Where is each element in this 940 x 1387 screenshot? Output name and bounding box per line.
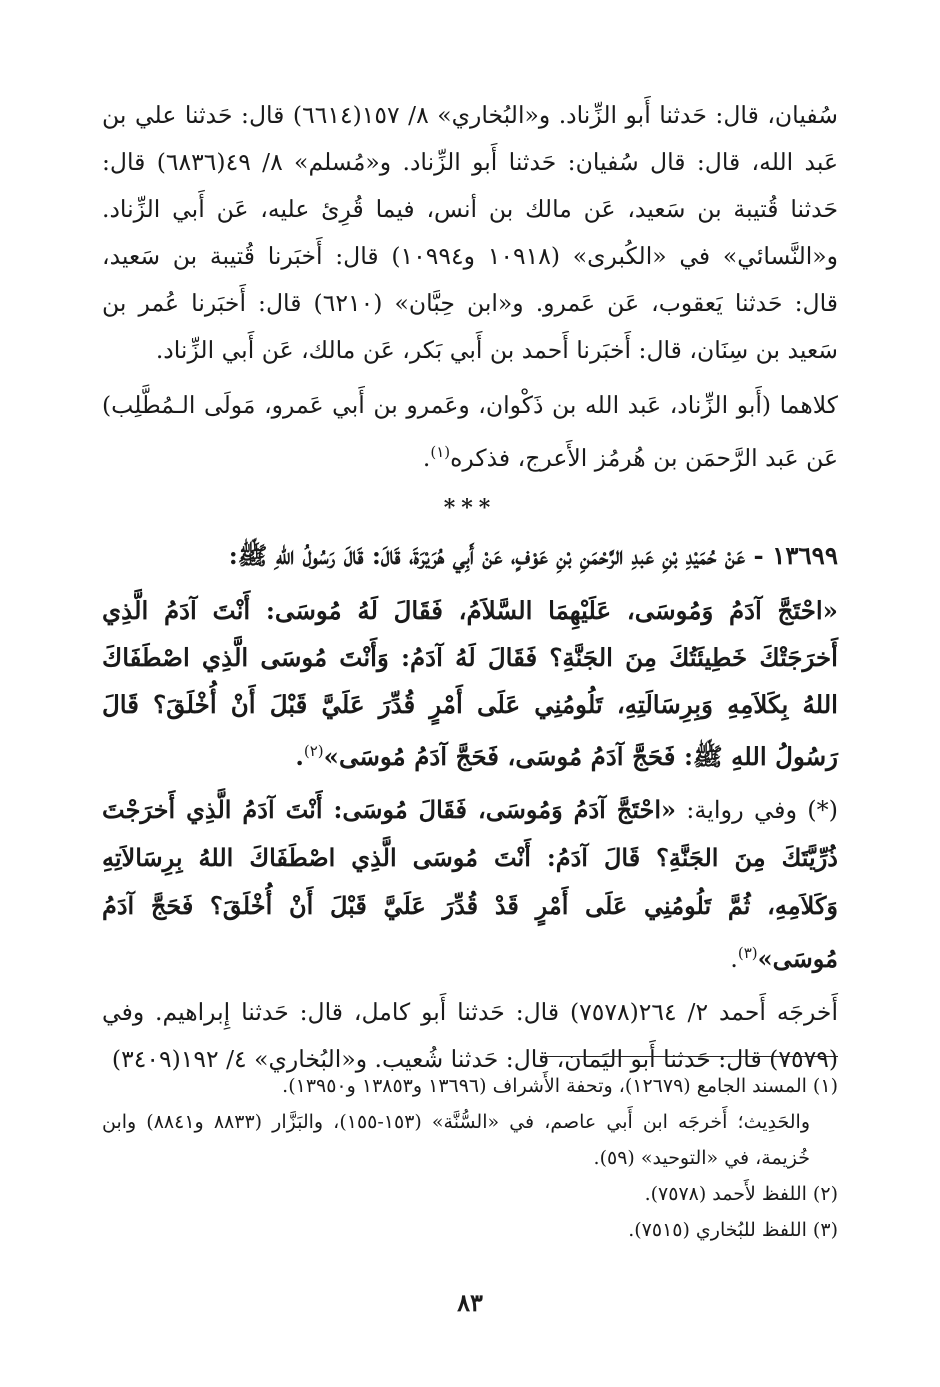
isnad-summary-text: كلاهما (أَبو الزِّناد، عَبد الله بن ذَكْوان، وعَمرو بن أَبي عَمرو، مَولَى الـمُطَّلِب) عَن عَبد الرَّحمَن بن هُرمُز الأَعرج، فذكره	[102, 391, 838, 472]
footnote-3: (٣) اللفظ للبُخاري (٧٥١٥).	[628, 1219, 838, 1241]
alternate-narration-text: «احْتَجَّ آدَمُ وَمُوسَى، فَقَالَ مُوسَى: أَنْتَ آدَمُ الَّذِي أَخرَجْتَ ذُرِّيَّتَكَ مِنَ الجَنَّةِ؟ قَالَ آدَمُ: أَنْتَ مُوسَى الَّذِي اصْطَفَاكَ اللهُ بِرِسَالاَتِهِ وَكَلاَمِهِ، ثُمَّ تَلُومُنِي عَلَى أَمْرٍ قَدْ قُدِّرَ عَلَيَّ قَبْلَ أَنْ أُخْلَقَ؟ فَحَجَّ آدَمُ مُوسَى»	[102, 794, 838, 973]
footnote-divider	[540, 1056, 838, 1057]
section-separator: ***	[443, 494, 497, 521]
footnote-ref-2[interactable]: (٢)	[303, 741, 324, 760]
hadith-text-body: «احْتَجَّ آدَمُ وَمُوسَى، عَلَيْهِمَا السَّلاَمُ، فَقَالَ لَهُ مُوسَى: أَنْتَ آدَمُ الَّذِي أَخرَجَتْكَ خَطِيئَتُكَ مِنَ الجَنَّةِ؟ فَقَالَ لَهُ آدَمُ: وَأَنْتَ مُوسَى الَّذِي اصْطَفَاكَ اللهُ بِكَلاَمِهِ وَبِرِسَالَتِهِ، تَلُومُنِي عَلَى أَمْرٍ قُدِّرَ عَلَيَّ قَبْلَ أَنْ أُخْلَقَ؟ قَالَ رَسُولُ اللهِ ﷺ: فَحَجَّ آدَمُ مُوسَى، فَحَجَّ آدَمُ مُوسَى»	[102, 595, 838, 771]
alternate-narration: (*) وفي رواية: «احْتَجَّ آدَمُ وَمُوسَى، فَقَالَ مُوسَى: أَنْتَ آدَمُ الَّذِي أَخرَجْتَ ذُرِّيَّتَكَ مِنَ الجَنَّةِ؟ قَالَ آدَمُ: أَنْتَ مُوسَى الَّذِي اصْطَفَاكَ اللهُ بِرِسَالاَتِهِ وَكَلاَمِهِ، ثُمَّ تَلُومُنِي عَلَى أَمْرٍ قَدْ قُدِّرَ عَلَيَّ قَبْلَ أَنْ أُخْلَقَ؟ فَحَجَّ آدَمُ مُوسَى»$^{(٣)}$.	[102, 794, 838, 973]
takhrij-paragraph-continued: سُفيان، قال: حَدثنا أَبو الزِّناد. و«البُخاري» ٨/ ١٥٧(٦٦١٤) قال: حَدثنا علي بن عَبد الله، قال: قال سُفيان: حَدثنا أَبو الزِّناد. و«مُسلم» ٨/ ٤٩(٦٨٣٦) قال: حَدثنا قُتيبة بن سَعيد، عَن مالك بن أنس، فيما قُرِئ عليه، عَن أَبي الزِّناد. و«النَّسائي» في «الكُبرى» (١٠٩١٨ و١٠٩٩٤) قال: أَخبَرنا قُتيبة بن سَعيد، قال: حَدثنا يَعقوب، عَن عَمرو. و«ابن حِبَّان» (٦٢١٠) قال: أَخبَرنا عُمر بن سَعيد بن سِنَان، قال: أَخبَرنا أَحمد بن أَبي بَكر، عَن مالك، عَن أَبي الزِّناد.	[102, 101, 839, 364]
footnote-1-continued: والحَدِيث؛ أَخرجَه ابن أَبي عاصم، في «السُّنَّة» (١٥٣-١٥٥)، والبَزَّار (٨٨٣٣ و٨٨٤١) وابن خُزيمة، في «التوحيد» (٥٩).	[102, 1111, 810, 1169]
page-number: ٨٣	[457, 1288, 483, 1317]
isnad-summary-paragraph: كلاهما (أَبو الزِّناد، عَبد الله بن ذَكْوان، وعَمرو بن أَبي عَمرو، مَولَى الـمُطَّلِب) عَن عَبد الرَّحمَن بن هُرمُز الأَعرج، فذكره$^{(١)}$.	[102, 391, 838, 472]
takhrij-paragraph: أَخرجَه أَحمد ٢/ ٢٦٤(٧٥٧٨) قال: حَدثنا أَبو كامل، قال: حَدثنا إِبراهيم. وفي (٧٥٧٩) قال: حَدثنا أَبو اليَمان، قال: حَدثنا شُعيب. و«البُخاري» ٤/ ١٩٢(٣٤٠٩)	[102, 997, 838, 1073]
hadith-text: «احْتَجَّ آدَمُ وَمُوسَى، عَلَيْهِمَا السَّلاَمُ، فَقَالَ لَهُ مُوسَى: أَنْتَ آدَمُ الَّذِي أَخرَجَتْكَ خَطِيئَتُكَ مِنَ الجَنَّةِ؟ فَقَالَ لَهُ آدَمُ: وَأَنْتَ مُوسَى الَّذِي اصْطَفَاكَ اللهُ بِكَلاَمِهِ وَبِرِسَالَتِهِ، تَلُومُنِي عَلَى أَمْرٍ قُدِّرَ عَلَيَّ قَبْلَ أَنْ أُخْلَقَ؟ قَالَ رَسُولُ اللهِ ﷺ: فَحَجَّ آدَمُ مُوسَى، فَحَجَّ آدَمُ مُوسَى»$^{(٢)}$.	[102, 595, 838, 771]
hadith-heading: ١٣٦٩٩ - عَنْ حُمَيْدِ بْنِ عَبدِ الرَّحْمَنِ بْنِ عَوْفٍ، عَنْ أَبِي هُرَيْرَةَ، قَالَ: قَالَ رَسُولُ اللهِ ﷺ:	[228, 540, 838, 570]
alternate-narration-prefix: (*) وفي رواية:	[676, 795, 838, 824]
footnote-1: (١) المسند الجامع (١٢٦٧٩)، وتحفة الأَشراف (١٣٦٩٦ و١٣٨٥٣ و١٣٩٥٠).	[282, 1075, 838, 1097]
footnote-2: (٢) اللفظ لأَحمد (٧٥٧٨).	[644, 1183, 838, 1205]
footnote-ref-3[interactable]: (٣)	[737, 943, 758, 962]
main-text	[102, 92, 838, 1083]
footnote-ref-1[interactable]: (١)	[430, 443, 451, 461]
footnotes	[102, 1068, 838, 1248]
